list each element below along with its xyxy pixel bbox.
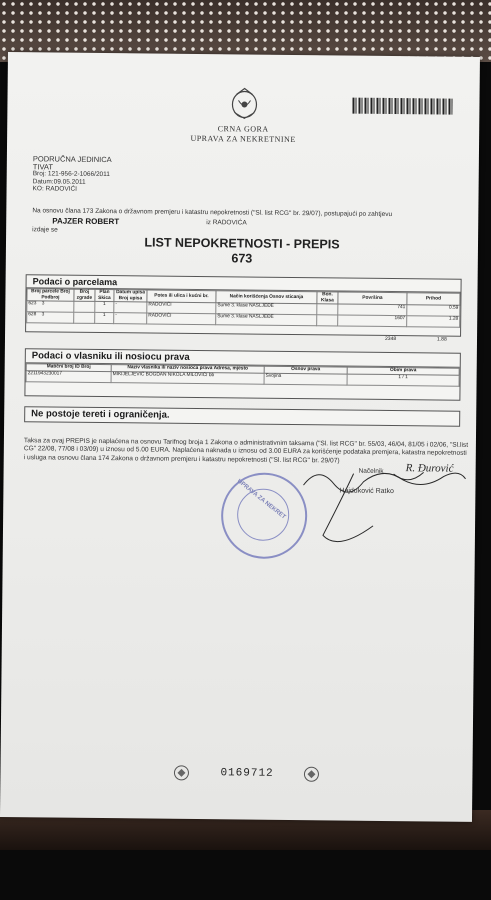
encumbrance-box [24,406,460,427]
signature-text: R. Đurović [405,462,454,475]
cell-owner-name: MIKIJELJEVIĆ BOGDAN NIKOLA MILOVIĆI bb [111,371,264,384]
cell-use: Šume 3. klase NASLJEĐE [216,303,317,315]
cell-parcel: 623 3 [27,301,74,312]
total-area: 2348 [384,335,397,343]
office-number: Broj: 121-956-2-1066/2011 [32,170,110,179]
office-block [33,155,112,193]
document-number: 673 [231,251,253,266]
encumbrance-text: Ne postoje tereti i ograničenja. [31,408,170,421]
applicant-from: iz RADOVIĆA [206,219,247,227]
cell-entry: - [114,302,147,313]
owners-table [26,363,460,386]
cell-id: 2211943230017 [26,370,111,382]
header-country: CRNA GORA [217,124,269,134]
cell-place: RADOVIĆI [147,313,216,325]
col-class: Bon. Klasa [317,292,338,304]
office-ko: KO: RADOVIĆI [32,185,78,193]
col-scope: Obim prava [347,367,459,375]
office-unit: TIVAT [32,161,53,171]
cell-parcel: 628 3 [27,312,74,323]
parcels-section [25,274,462,337]
official-stamp [221,472,308,559]
office-date: Datum:09.05.2011 [32,177,86,186]
serial-number: 0169712 [220,767,274,780]
intro-text: Na osnovu člana 173 Zakona o državnom premjeru i katastru nepokretnosti ("Sl. list RCG" br. 29/07), postupajući po zahtjevu [32,207,393,219]
cell-area: 741 [338,304,407,316]
total-income: 1.88 [436,336,447,343]
seal-icon [302,765,320,783]
header-agency: UPRAVA ZA NEKRETNINE [190,133,296,145]
owners-heading: Podaci o vlasniku ili nosiocu prava [26,349,460,368]
col-basis: Osnov prava [264,366,347,373]
parcels-heading: Podaci o parcelama [27,275,461,293]
barcode [352,98,452,115]
document-title: LIST NEPOKRETNOSTI - PREPIS [144,235,340,252]
col-plan: Plan Skica [95,289,114,301]
cell-plan: 1 [95,312,114,323]
office-unit-label: PODRUČNA JEDINICA [32,154,112,165]
seal-icon [172,764,190,782]
cell-plan: 1 [95,301,114,312]
cell-income: 1.28 [407,316,460,328]
col-parcel: Broj parcele Broj Podbroj [27,289,74,301]
issued-label: izdaje se [32,226,58,234]
chief-label: Načelnik [358,467,384,475]
col-entry: Datum upisa Broj upisa [114,290,147,302]
cell-scope: 1 / 1 [347,374,459,386]
cell-income: 0.59 [407,305,460,317]
col-id: Matični broj ID Broj [26,364,111,371]
col-income: Prihod [407,293,460,306]
stamp-text: UPRAVA ZA NEKRET [235,478,287,521]
cell-basis: Svojina [264,373,347,385]
cell-use: Šume 3. klase NASLJEĐE [216,314,317,326]
cell-area: 1607 [338,315,407,327]
col-place: Potes ili ulica i kućni br. [147,290,216,303]
document-page [0,52,480,822]
applicant-name: PAJZER ROBERT [52,216,120,227]
coat-of-arms-icon [224,82,264,122]
cell-place: RADOVIĆI [147,302,216,314]
cell-entry: - [114,313,147,324]
col-owner-name: Naziv vlasnika ili naziv nosioca prava Adresa, mjesto [111,365,264,373]
owners-section [24,348,460,401]
chief-name: Hajduković Ratko [339,487,394,496]
fees-text: Taksa za ovaj PREPIS je naplaćena na osnovu Tarifnog broja 1 Zakona o administrativnim taksama ("Sl. list RCG" br. 55/03, 46/04, 81/05 i 02/06, "Sl.list CG" 22/08, 77/08 i 03/09) u iznosu od 5.00 EURA. Naplaćena naknada u iznosu od 3.00 EURA za korišćenje podataka premjera, katastra nepokretnosti i usluga na osnovu člana 174 Zakona o državnom premjeru i katastru nepokretnosti ("Sl. list RCG" br. 29/07) [23,437,469,465]
parcels-table [26,288,460,328]
col-area: Površina [338,292,407,305]
col-use: Način korišćenja Osnov sticanja [216,291,317,304]
col-building: Broj zgrade [74,289,95,301]
